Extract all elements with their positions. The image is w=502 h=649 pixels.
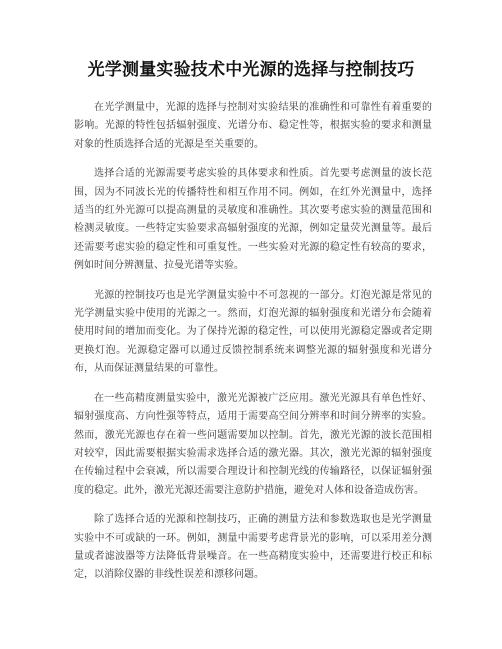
document-title: 光学测量实验技术中光源的选择与控制技巧 <box>87 60 415 80</box>
document-body <box>74 99 432 596</box>
paragraph-1: 在光学测量中，光源的选择与控制对实验结果的准确性和可靠性有着重要的影响。光源的特性包括辐射强度、光谱分布、稳定性等，根据实验的要求和测量对象的性质选择合适的光源是至关重要的。 <box>74 102 432 150</box>
paragraph-2: 选择合适的光源需要考虑实验的具体要求和性质。首先要考虑测量的波长范围，因为不同波长光的传播特性和相互作用不同。例如，在红外光测量中，选择适当的红外光源可以提高测量的灵敏度和准确性。其次要考虑实验的测量范围和检测灵敏度。一些特定实验要求高辐射强度的光源，例如定量荧光测量等。最后还需要考虑实验的稳定性和可重复性。一些实验对光源的稳定性有较高的要求，例如时间分辨测量、拉曼光谱等实验。 <box>74 168 432 272</box>
paragraph-5: 除了选择合适的光源和控制技巧，正确的测量方法和参数选取也是光学测量实验中不可或缺的一环。例如，测量中需要考虑背景光的影响，可以采用差分测量或者滤波器等方法降低背景噪音。在一些高精度实验中，还需要进行校正和标定，以消除仪器的非线性误差和漂移问题。 <box>74 514 432 581</box>
paragraph-4: 在一些高精度测量实验中，激光光源被广泛应用。激光光源具有单色性好、辐射强度高、方向性强等特点，适用于需要高空间分辨率和时间分辨率的实验。然而，激光光源也存在着一些问题需要加以控制。首先，激光光源的波长范围相对较窄，因此需要根据实验需求选择合适的激光器。其次，激光光源的辐射强度在传输过程中会衰减，所以需要合理设计和控制光线的传输路径，以保证辐射强度的稳定。此外，激光光源还需要注意防护措施，避免对人体和设备造成伤害。 <box>74 392 432 496</box>
paragraph-3: 光源的控制技巧也是光学测量实验中不可忽视的一部分。灯泡光源是常见的光学测量实验中使用的光源之一。然而，灯泡光源的辐射强度和光谱分布会随着使用时间的增加而变化。为了保持光源的稳定性，可以使用光源稳定器或者定期更换灯泡。光源稳定器可以通过反馈控制系统来调整光源的辐射强度和光谱分布，从而保证测量结果的可靠性。 <box>74 289 432 375</box>
